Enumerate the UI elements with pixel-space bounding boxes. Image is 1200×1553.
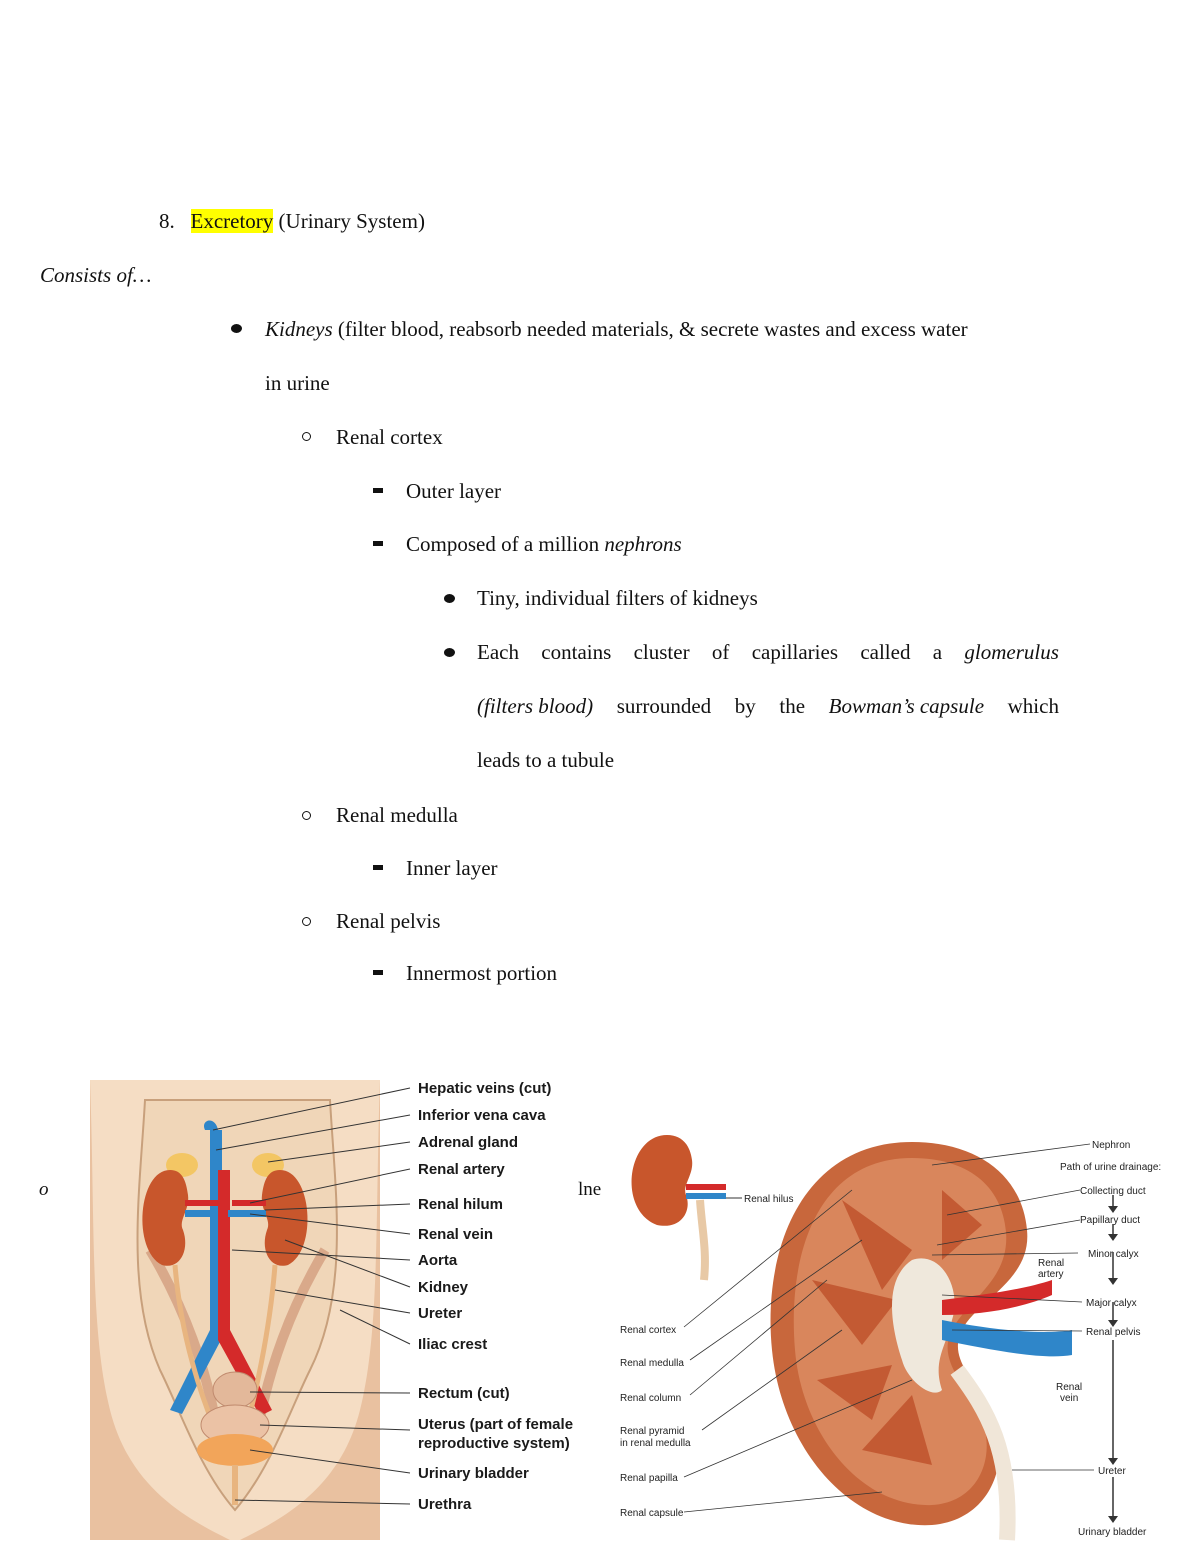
filters-text: (filters blood)	[477, 694, 594, 718]
surrounded-word: surrounded	[616, 694, 712, 718]
section-title-rest: (Urinary System)	[278, 209, 425, 233]
fig-label: Adrenal gland	[418, 1134, 519, 1151]
each-word: cluster	[633, 640, 690, 664]
bullet-dot-icon	[444, 594, 455, 603]
fig-label: Kidney	[418, 1279, 469, 1296]
fig-label: Hepatic veins (cut)	[418, 1080, 552, 1097]
each-word: a	[932, 640, 943, 664]
kidney-label: Urinary bladder	[1078, 1527, 1147, 1538]
kidney-label: in renal medulla	[620, 1438, 691, 1449]
stray-char-left: o	[39, 1179, 49, 1200]
fig-label: Iliac crest	[418, 1336, 488, 1353]
kidney-label: vein	[1060, 1393, 1079, 1404]
fig-label: reproductive system)	[418, 1435, 570, 1452]
each-word: capillaries	[751, 640, 838, 664]
section-number: 8.	[159, 209, 175, 233]
cortex-composed-term: nephrons	[604, 532, 682, 556]
kidney-label: Renal	[1038, 1258, 1065, 1269]
surrounded-word: by	[734, 694, 756, 718]
bullet-dot-icon	[444, 648, 455, 657]
bullet-circle-icon	[302, 811, 311, 820]
each-word: called	[860, 640, 911, 664]
kidney-label: Renal cortex	[620, 1325, 677, 1336]
kidney-label: Ureter	[1098, 1466, 1126, 1477]
kidney-label: Path of urine drainage:	[1060, 1162, 1162, 1173]
cortex-composed-line	[406, 531, 682, 557]
bullet-circle-icon	[302, 917, 311, 926]
section-heading	[159, 208, 425, 234]
surrounded-word: the	[779, 694, 806, 718]
kidney-label: Renal pelvis	[1086, 1327, 1141, 1338]
kidney-label: Papillary duct	[1080, 1215, 1141, 1226]
urinary-system-figure	[50, 1070, 610, 1540]
fig-label: Uterus (part of female	[418, 1416, 574, 1433]
kidneys-term: Kidneys	[265, 317, 333, 341]
kidney-label: artery	[1038, 1269, 1064, 1280]
kidney-label: Renal column	[620, 1393, 682, 1404]
cortex-leads: leads to a tubule	[477, 748, 615, 772]
kidney-label: Renal	[1056, 1382, 1083, 1393]
fig-label: Inferior vena cava	[418, 1107, 546, 1124]
kidneys-line	[265, 316, 968, 342]
glomerulus-term: glomerulus	[964, 640, 1059, 664]
fig-label: Urinary bladder	[418, 1465, 529, 1482]
cortex-outer: Outer layer	[406, 479, 502, 503]
kidney-label: Renal papilla	[620, 1473, 678, 1484]
medulla-label: Renal medulla	[336, 803, 458, 827]
fig-label: Renal hilum	[418, 1196, 504, 1213]
pelvis-label: Renal pelvis	[336, 909, 441, 933]
kidney-label: Renal pyramid	[620, 1426, 685, 1437]
bullet-square-icon	[373, 488, 383, 493]
cortex-composed: Composed of a million	[406, 532, 600, 556]
fig-label: Urethra	[418, 1496, 472, 1513]
fig-label: Renal vein	[418, 1226, 494, 1243]
kidney-label: Renal medulla	[620, 1358, 684, 1369]
kidney-label: Major calyx	[1086, 1298, 1137, 1309]
medulla-inner: Inner layer	[406, 856, 498, 880]
section-title-highlight: Excretory	[190, 209, 274, 233]
each-word: contains	[541, 640, 612, 664]
bowman-term: Bowman’s capsule	[828, 694, 985, 718]
fig-label: Rectum (cut)	[418, 1385, 510, 1402]
which-word: which	[1007, 694, 1059, 718]
hilus-label: Renal hilus	[744, 1194, 794, 1205]
each-word: of	[711, 640, 730, 664]
fig-label: Renal artery	[418, 1161, 505, 1178]
bullet-square-icon	[373, 970, 383, 975]
intro-text: Consists of…	[40, 263, 152, 287]
kidneys-desc: (filter blood, reabsorb needed materials, & secrete wastes and excess water	[337, 317, 968, 341]
kidney-label: Minor calyx	[1088, 1249, 1139, 1260]
stray-char-right: lne	[578, 1179, 602, 1200]
each-word: Each	[477, 640, 519, 664]
cortex-tiny: Tiny, individual filters of kidneys	[477, 586, 758, 610]
kidney-label: Collecting duct	[1080, 1186, 1146, 1197]
cortex-label: Renal cortex	[336, 425, 443, 449]
bullet-circle-icon	[302, 432, 311, 441]
kidney-section-figure	[612, 1130, 1172, 1545]
kidney-label: Renal capsule	[620, 1508, 684, 1519]
kidney-label: Nephron	[1092, 1140, 1131, 1151]
cortex-filters-line	[477, 693, 1059, 719]
pelvis-innermost: Innermost portion	[406, 961, 558, 985]
bullet-square-icon	[373, 541, 383, 546]
bullet-dot-icon	[231, 324, 242, 333]
bullet-square-icon	[373, 865, 383, 870]
cortex-each-line	[477, 639, 1059, 665]
fig-label: Aorta	[418, 1252, 458, 1269]
kidneys-desc-cont: in urine	[265, 371, 330, 395]
fig-label: Ureter	[418, 1305, 463, 1322]
